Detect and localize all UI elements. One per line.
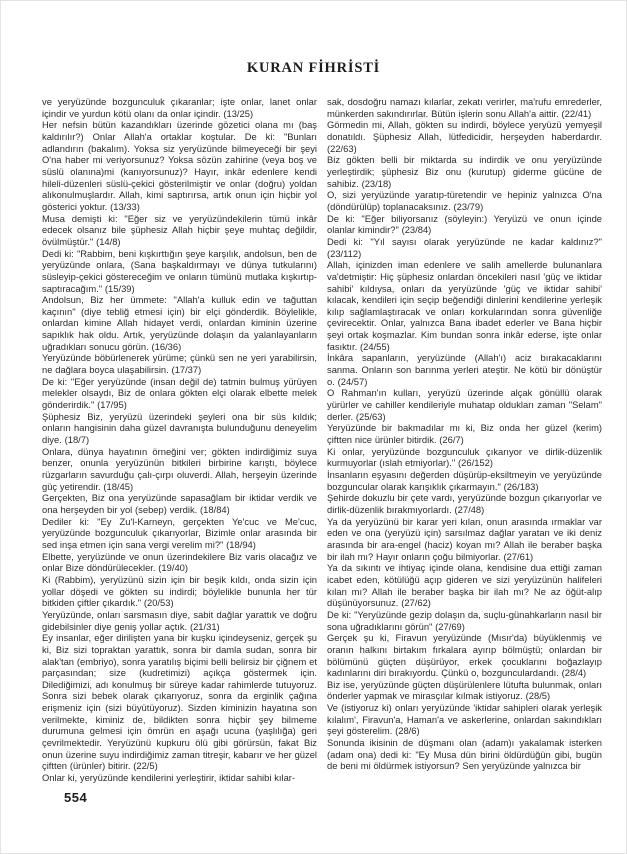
verse-paragraph: Sonunda ikisinin de düşmanı olan (adam)ı yakalamak isterken (adam ona) dedi ki: "Ey Musa dün birini öldürdüğün gibi, bugün de beni mi öldürmek istiyorsun? Sen yeryüzünde yalnızca bir <box>327 737 602 772</box>
verse-paragraph: Yeryüzünde böbürlenerek yürüme; çünkü sen ne yeri yarabilirsin, ne dağlara boyca ulaşabilirsin. (17/37) <box>42 352 317 376</box>
verse-paragraph: Ey insanlar, eğer dirilişten yana bir kuşku içindeyseniz, gerçek şu ki, Biz sizi topraktan yarattık, sonra bir damla sudan, sonra bir alak'tan (embriyo), sonra yaratılış biçimi belli belirsiz bir çiğnem et parçasından; size (kudretimizi) açıkça göstermek için. Dilediğimizi, adı konulmuş bir süreye kadar rahimlerde tutuyoruz. Sonra sizi bebek olarak çıkarıyoruz, sonra da erginlik çağına erişmeniz için (sizi büyütüyoruz). Sizden kiminizin hayatına son verilmekte, kiminiz de, bildikten sonra hiçbir şey bilmeme durumuna gelmesi için ömrün en aşağı ucuna (yaşlılığa) geri çevrilmektedir. Yeryüzünü kupkuru ölü gibi görürsün, fakat Biz onun üzerine suyu indirdiğimiz zaman titreşir, kabarır ve her güzel çiftten (ürünler) bitirir. (22/5) <box>42 632 317 772</box>
page-title: KURAN FİHRİSTİ <box>246 60 381 76</box>
verse-paragraph: Gerçek şu ki, Firavun yeryüzünde (Mısır'da) büyüklenmiş ve oranın halkını birtakım fırkalara ayırıp bölmüştü; onlardan bir bölümünü güçten düşürüyor, erkek çocuklarını boğazlayıp kadınlarını diri bırakıyordu. Çünkü o, bozgunculardandı. (28/4) <box>327 632 602 679</box>
page-number: 554 <box>64 790 88 805</box>
text-columns <box>42 96 602 784</box>
verse-paragraph: Ve (istiyoruz ki) onları yeryüzünde 'iktidar sahipleri olarak yerleşik kılalım', Firavun'a, Haman'a ve askerlerine, onlardan sakındıkları şeyi gösterelim. (28/6) <box>327 702 602 737</box>
verse-paragraph: Ki (Rabbim), yeryüzünü sizin için bir beşik kıldı, onda sizin için yollar döşedi ve gökten su indirdi; böylelikle bununla her tür bitkiden çiftler çıkardık." (20/53) <box>42 573 317 609</box>
verse-paragraph: Elbette, yeryüzünde ve onun üzerindekilere Biz varis olacağız ve onlar Bize döndürülecekler. (19/40) <box>42 550 317 574</box>
right-column <box>327 96 602 784</box>
verse-paragraph: Şüphesiz Biz, yeryüzü üzerindeki şeyleri ona bir süs kıldık; onların hangisinin daha güzel davranışta bulunduğunu deneyelim diye. (18/7) <box>42 410 317 446</box>
verse-paragraph: Ya da yeryüzünü bir karar yeri kılan, onun arasında ırmaklar var eden ve ona (yeryüzü için) sarsılmaz dağlar yaratan ve iki deniz arasında bir ara-engel (haciz) koyan mı? Allah ile beraber başka bir ilah mı? Hayır onların çoğu bilmiyorlar. (27/61) <box>327 515 602 562</box>
verse-paragraph: O Rahman'ın kulları, yeryüzü üzerinde alçak gönüllü olarak yürürler ve cahiller kendileriyle muhatap oldukları zaman "Selam" derler. (25/63) <box>327 387 602 422</box>
verse-paragraph: Yeryüzünde bir bakmadılar mı ki, Biz onda her güzel (kerim) çiftten nice ürünler bitirdik. (26/7) <box>327 422 602 446</box>
verse-paragraph: Her nefsin bütün kazandıkları üzerinde gözetici olana mı (baş kaldırılır?) Onlar Allah'a ortaklar koştular. De ki: "Bunları adlandırın (bakalım). Yoksa siz yeryüzünde bilmeyeceği bir şeyi O'na haber mi veriyorsunuz? Yoksa sözün zahirine (veya boş ve süslü olanına)mi (kanıyorsunuz)? Hayır, inkâr edenlere kendi hileli-düzenleri süslü-çekici gösterilmiştir ve onlar (doğru) yoldan alıkonulmuşlardır. Allah, kimi saptırırsa, artık onun için hiçbir yol gösterici yoktur. (13/33) <box>42 119 317 212</box>
verse-paragraph: De ki: "Yeryüzünde gezip dolaşın da, suçlu-günahkarların nasıl bir sona uğradıklarını görün" (27/69) <box>327 608 602 632</box>
verse-paragraph: Yeryüzünde, onları sarsmasın diye, sabit dağlar yarattık ve doğru gidebilsinler diye geniş yollar açtık. (21/31) <box>42 608 317 632</box>
verse-paragraph: Allah, içinizden iman edenlere ve salih amellerde bulunanlara va'detmiştir: Hiç şüphesiz onlardan öncekileri nasıl 'güç ve iktidar sahibi' kıldıysa, onları da yeryüzünde 'güç ve iktidar sahibi' kılacak, kendileri için seçip beğendiği dinlerini kendilerine yerleşik kılıp sağlamlaştıracak ve onları korkularından sonra güvenliğe çevirecektir. Onlar, yalnızca Bana ibadet ederler ve Bana hiçbir şeyi ortak koşmazlar. Kim bundan sonra inkâr ederse, işte onlar fasıktır. (24/55) <box>327 259 602 352</box>
verse-paragraph: Ya da sıkıntı ve ihtiyaç içinde olana, kendisine dua ettiği zaman icabet eden, kötülüğü açıp gideren ve sizi yeryüzünün halifeleri kılan mı? Allah ile beraber başka bir ilah mı? Ne az öğüt-alıp düşünüyorsunuz. (27/62) <box>327 562 602 609</box>
verse-paragraph: İnkâra sapanların, yeryüzünde (Allah'ı) aciz bırakacaklarını sanma. Onların son barınma yerleri ateştir. Ne kötü bir dönüştür o. (24/57) <box>327 352 602 387</box>
verse-paragraph: O, sizi yeryüzünde yaratıp-türetendir ve hepiniz yalnızca O'na (döndürülüp) toplanacaksınız. (23/79) <box>327 189 602 212</box>
verse-paragraph: Onlara, dünya hayatının örneğini ver; gökten indirdiğimiz suya benzer, onunla yeryüzünün bitkileri birbirine karıştı, böylece rüzgarların savurduğu çalı-çırpı oluverdi. Allah, herşeyin üzerinde güç yetirendir. (18/45) <box>42 445 317 492</box>
verse-paragraph: sak, dosdoğru namazı kılarlar, zekatı verirler, ma'rufu emrederler, münkerden sakındırırlar. Bütün işlerin sonu Allah'a aittir. (22/41) <box>327 96 602 119</box>
verse-paragraph: ve yeryüzünde bozgunculuk çıkaranlar; işte onlar, lanet onlar içindir ve yurdun kötü olanı da onlar içindir. (13/25) <box>42 96 317 119</box>
left-column <box>42 96 317 784</box>
verse-paragraph: Andolsun, Biz her ümmete: "Allah'a kulluk edin ve tağuttan kaçının" (diye tebliğ etmesi için) bir elçi gönderdik. Böylelikle, onlardan kimine Allah hidayet verdi, onlardan kiminin üzerine sapıklık hak oldu. Artık, yeryüzünde dolaşın da yalanlayanların uğradıkları sonucu görün. (16/36) <box>42 294 317 352</box>
verse-paragraph: Biz gökten belli bir miktarda su indirdik ve onu yeryüzünde yerleştirdik; şüphesiz Biz onu (kurutup) giderme gücüne de sahibiz. (23/18) <box>327 154 602 189</box>
verse-paragraph: Musa demişti ki: "Eğer siz ve yeryüzündekilerin tümü inkâr edecek olsanız bile şüphesiz Allah hiçbir şeye muhtaç değildir, övülmüştür." (14/8) <box>42 212 317 247</box>
verse-paragraph: Onlar ki, yeryüzünde kendilerini yerleştirir, iktidar sahibi kılar- <box>42 772 296 784</box>
verse-paragraph: Görmedin mi, Allah, gökten su indirdi, böylece yeryüzü yemyeşil donatıldı. Şüphesiz Allah, lütfedicidir, herşeyden haberdardır. (22/63) <box>327 119 602 154</box>
verse-paragraph: Gerçekten, Biz ona yeryüzünde sapasağlam bir iktidar verdik ve ona herşeyden bir yol (sebep) verdik. (18/84) <box>42 492 317 515</box>
verse-paragraph: Ki onlar, yeryüzünde bozgunculuk çıkarıyor ve dirlik-düzenlik kurmuyorlar (ıslah etmiyorlar)." (26/152) <box>327 445 602 469</box>
verse-paragraph: De ki: "Eğer yeryüzünde (insan değil de) tatmin bulmuş yürüyen melekler olsaydı, Biz de onlara gökten elçi olarak elbette melek gönderirdik." (17/95) <box>42 375 317 411</box>
verse-paragraph: Şehirde dokuzlu bir çete vardı, yeryüzünde bozgun çıkarıyorlar ve dirlik-düzenlik bırakmıyorlardı. (27/48) <box>327 492 602 515</box>
verse-paragraph: Dedi ki: "Yıl sayısı olarak yeryüzünde ne kadar kaldınız?" (23/112) <box>327 235 602 259</box>
verse-paragraph: Biz ise, yeryüzünde güçten düşürülenlere lütufta bulunmak, onları önderler yapmak ve mirasçılar kılmak istiyoruz. (28/5) <box>327 678 602 702</box>
verse-paragraph: Dediler ki: "Ey Zu'l-Karneyn, gerçekten Ye'cuc ve Me'cuc, yeryüzünde bozgunculuk çıkarıyorlar, Bizimle onlar arasında bir sed inşa etmen için sana vergi verelim mi?" (18/94) <box>42 515 317 550</box>
verse-paragraph: Dedi ki: "Rabbim, beni kışkırttığın şeye karşılık, andolsun, ben de yeryüzünde onlara, (Sana başkaldırmayı ve dünya tutkularını) süsleyip-çekici göstereceğim ve onların tümünü mutlaka kışkırtıp-saptıracağım." (15/39) <box>42 247 317 294</box>
verse-paragraph: İnsanların eşyasını değerden düşürüp-eksiltmeyin ve yeryüzünde bozguncular olarak karışıklık çıkarmayın." (26/183) <box>327 469 602 492</box>
verse-paragraph: De ki: "Eğer biliyorsanız (söyleyin:) Yeryüzü ve onun içinde olanlar kimindir?" (23/84) <box>327 212 602 236</box>
